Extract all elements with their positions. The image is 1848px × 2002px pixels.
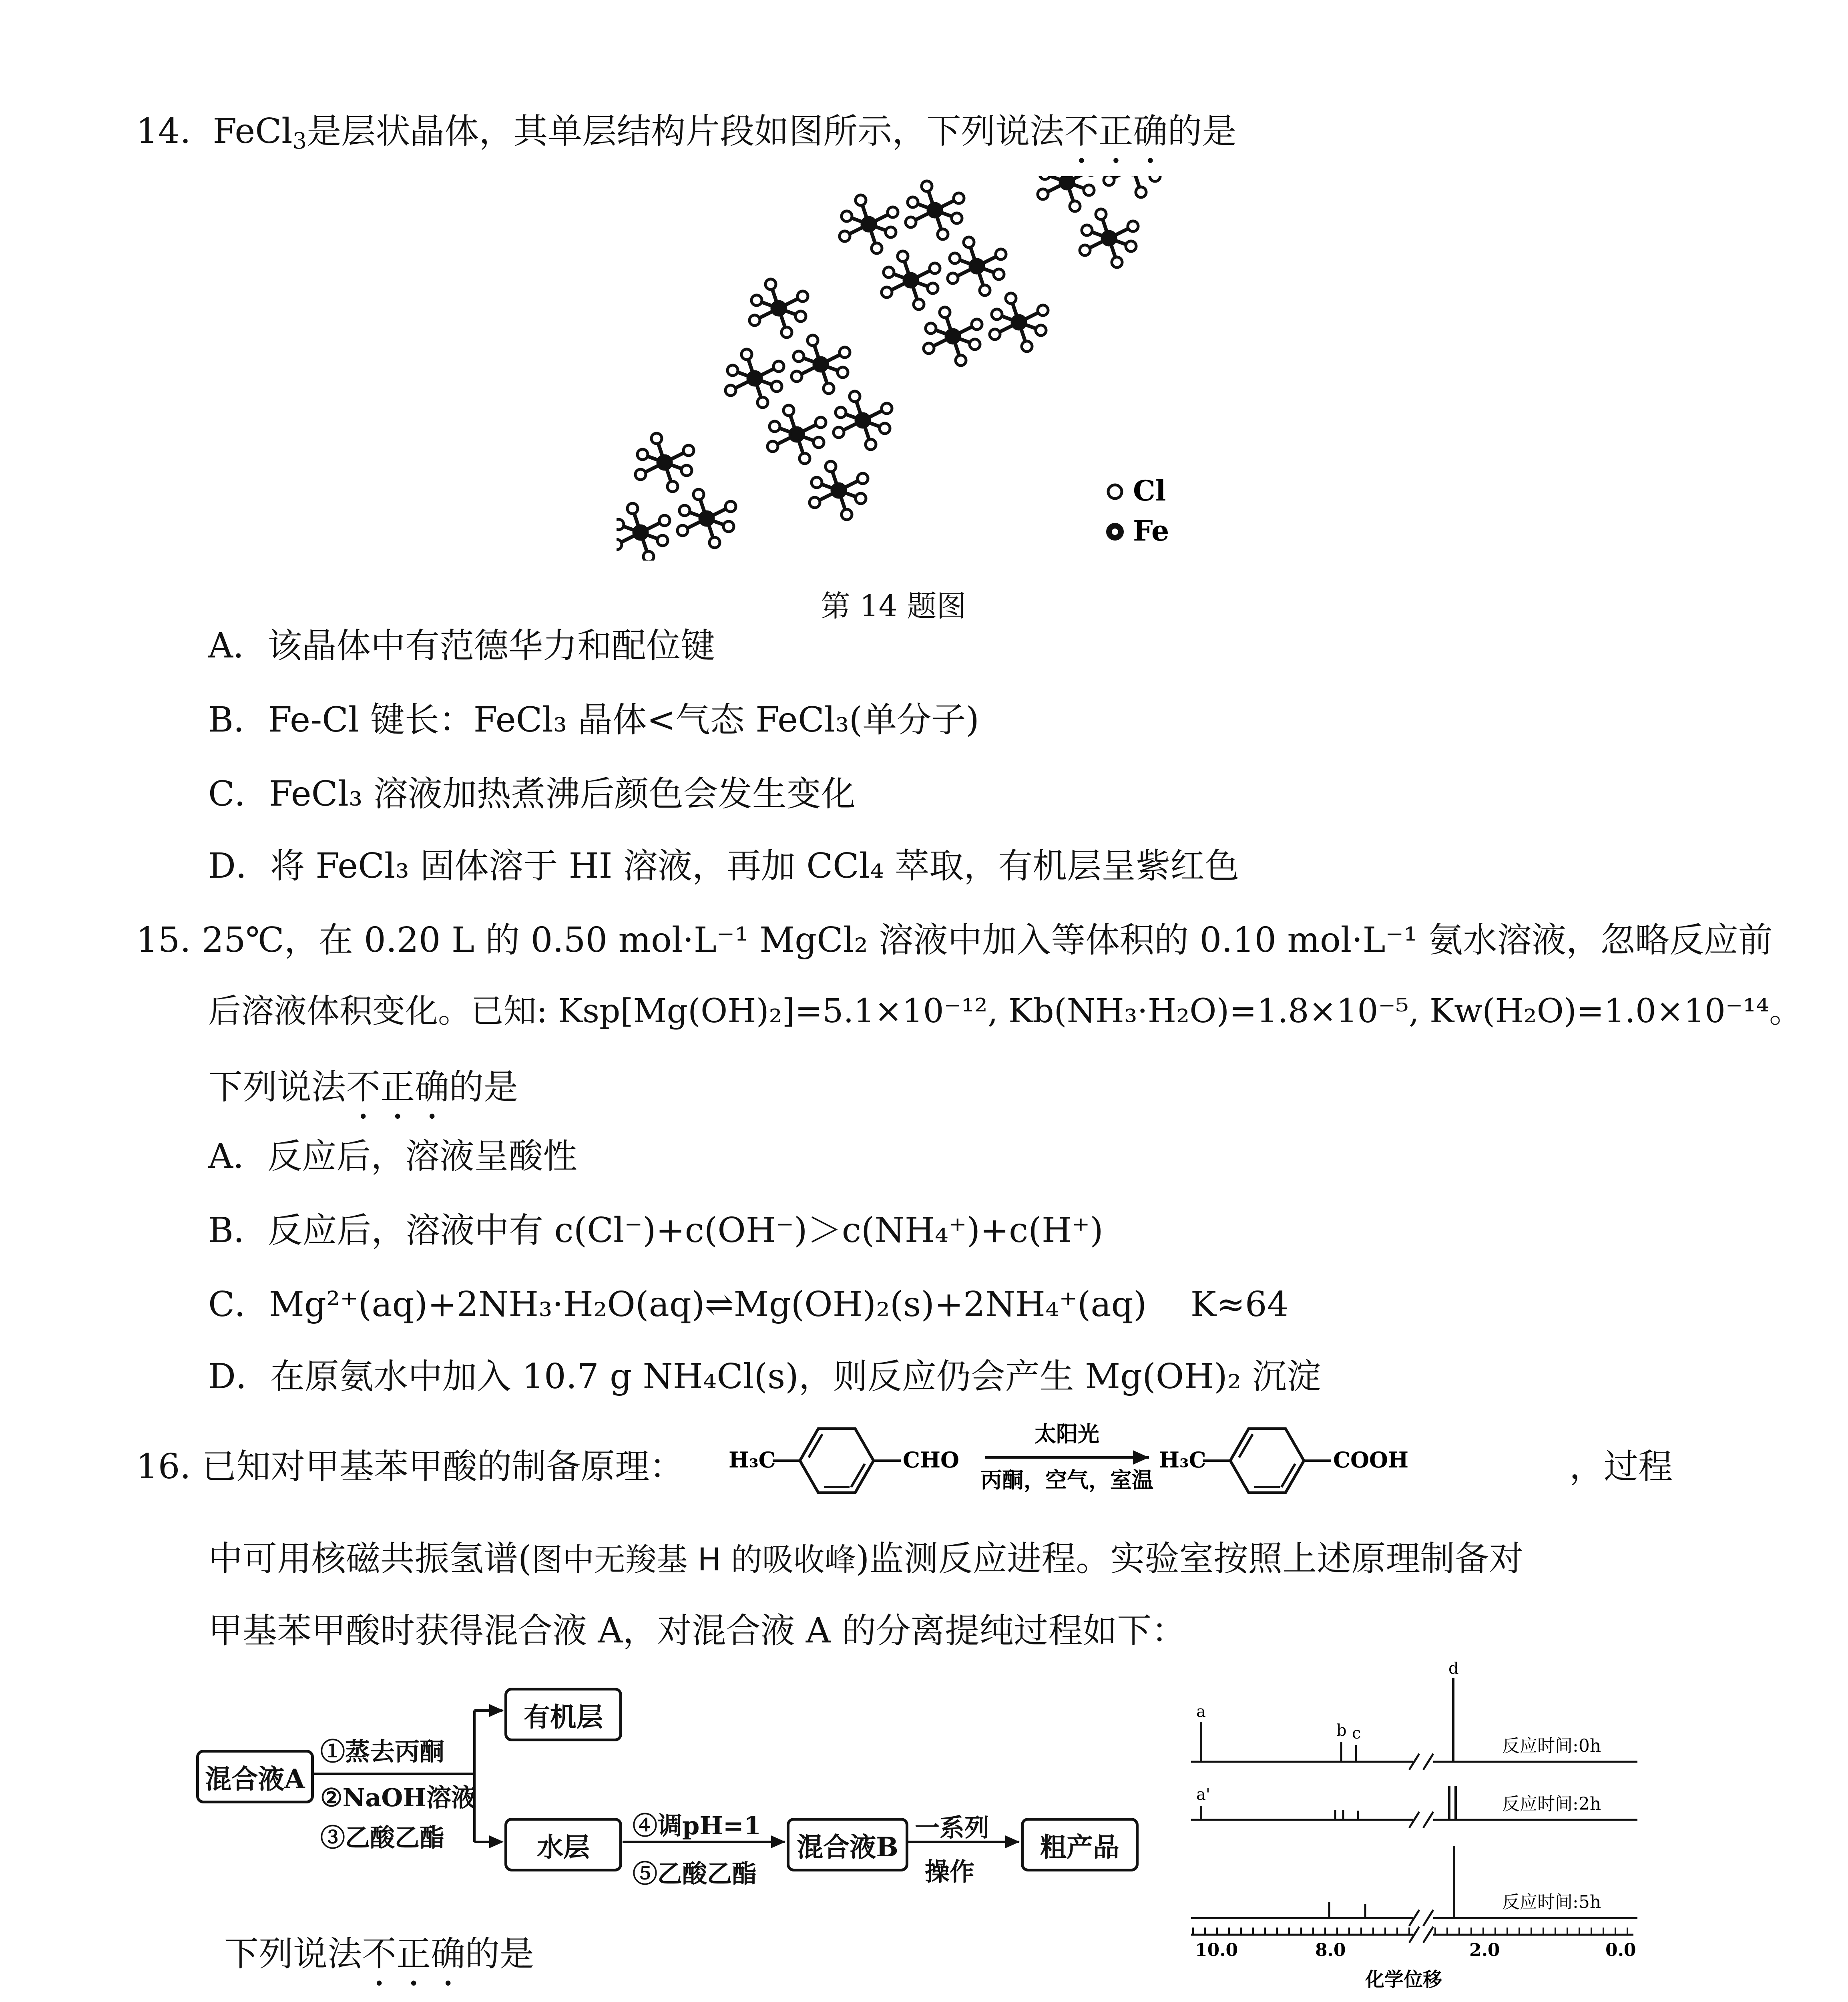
peak-a-label: a	[1196, 1703, 1206, 1721]
q16-stem-line2: 中可用核磁共振氢谱(图中无羧基 H 的吸收峰)监测反应进程。实验室按照上述原理制备对	[208, 1539, 1524, 1579]
q15-option-b[interactable]: B．反应后，溶液中有 c(Cl⁻)+c(OH⁻)＞c(NH₄⁺)+c(H⁺)	[208, 1210, 1103, 1250]
q16-stem-intro: 16. 已知对甲基苯甲酸的制备原理：	[136, 1447, 684, 1487]
q16-emphasis: 不正确	[362, 1934, 465, 1974]
q16-prompt: 下列说法不正确的是	[224, 1934, 534, 1974]
condition-solvent: 丙酮，空气，室温	[980, 1467, 1153, 1493]
product-acid-label: COOH	[1333, 1447, 1409, 1473]
flow-step-2: ②NaOH溶液	[320, 1783, 476, 1812]
flow-step-3: ③乙酸乙酯	[320, 1823, 445, 1852]
q14-number: 14.	[136, 111, 191, 151]
nmr-time-5h: 反应时间:5h	[1502, 1892, 1601, 1912]
q16-stem-tail: ，过程	[1569, 1447, 1673, 1487]
peak-b-label: b	[1336, 1721, 1347, 1740]
nmr-tick-label: 2.0	[1469, 1940, 1500, 1960]
q14-option-c[interactable]: C．FeCl₃ 溶液加热煮沸后颜色会发生变化	[208, 774, 856, 814]
q15-stem-line1: 15. 25℃，在 0.20 L 的 0.50 mol·L⁻¹ MgCl₂ 溶液中加入等体积的 0.10 mol·L⁻¹ 氨水溶液，忽略反应前	[136, 920, 1773, 960]
q15-option-c[interactable]: C．Mg²⁺(aq)+2NH₃·H₂O(aq)⇌Mg(OH)₂(s)+2NH₄⁺(aq) K≈64	[208, 1284, 1289, 1325]
q16-stem-line3: 甲基苯甲酸时获得混合液 A，对混合液 A 的分离提纯过程如下：	[208, 1611, 1186, 1651]
peak-d-label: d	[1448, 1662, 1459, 1678]
flow-mixture-b: 混合液B	[787, 1818, 908, 1871]
nmr-tick-label: 0.0	[1605, 1940, 1636, 1960]
q15-stem-line3: 下列说法不正确的是	[208, 1067, 518, 1107]
flow-water-layer: 水层	[504, 1818, 622, 1871]
nmr-spectrum-5h	[1191, 1846, 1637, 1918]
reactant-aldehyde-label: CHO	[903, 1447, 960, 1473]
q16-number: 16.	[136, 1447, 191, 1487]
flow-step-5: ⑤乙酸乙酯	[633, 1859, 757, 1888]
fe-legend-label: Fe	[1133, 514, 1169, 547]
peak-a-prime-label: a'	[1196, 1785, 1210, 1804]
cl-legend-label: Cl	[1133, 474, 1166, 507]
q14-option-d[interactable]: D．将 FeCl₃ 固体溶于 HI 溶液，再加 CCl₄ 萃取，有机层呈紫红色	[208, 846, 1239, 886]
nmr-tick-label: 10.0	[1195, 1940, 1238, 1960]
q15-emphasis: 不正确	[346, 1067, 449, 1107]
q14-stem: 14. FeCl$_3$是层状晶体，其单层结构片段如图所示，下列说法不正确的是	[136, 111, 1237, 154]
nmr-tick-label: 8.0	[1315, 1940, 1346, 1960]
product-methyl-label: H₃C	[1159, 1447, 1206, 1473]
flow-step-1: ①蒸去丙酮	[320, 1737, 445, 1766]
flow-step-4: ④调pH=1	[633, 1811, 761, 1840]
q14-option-a[interactable]: A．该晶体中有范德华力和配位键	[208, 626, 715, 666]
flow-step-6-line2: 操作	[925, 1857, 975, 1886]
nmr-time-2h: 反应时间:2h	[1502, 1794, 1601, 1814]
q15-stem-line2: 后溶液体积变化。已知: Ksp[Mg(OH)₂]=5.1×10⁻¹², Kb(NH₃·H₂O)=1.8×10⁻⁵, Kw(H₂O)=1.0×10⁻¹⁴。	[208, 992, 1802, 1030]
q14-option-b[interactable]: B．Fe-Cl 键长：FeCl₃ 晶体<气态 FeCl₃(单分子)	[208, 700, 979, 740]
peak-c-label: c	[1352, 1724, 1361, 1743]
nmr-spectra-figure	[1177, 1662, 1657, 2002]
flow-step-6-line1: 一系列	[915, 1813, 990, 1842]
q14-emphasis: 不正确	[1064, 111, 1168, 151]
condition-sunlight: 太阳光	[1034, 1421, 1099, 1447]
q15-option-a[interactable]: A．反应后，溶液呈酸性	[208, 1136, 578, 1176]
flow-crude-product: 粗产品	[1021, 1818, 1139, 1871]
reactant-methyl-label: H₃C	[729, 1447, 776, 1473]
q15-option-d[interactable]: D．在原氨水中加入 10.7 g NH₄Cl(s)，则反应仍会产生 Mg(OH)₂ 沉淀	[208, 1357, 1321, 1397]
nmr-spectrum-0h	[1191, 1662, 1637, 1762]
nmr-time-0h: 反应时间:0h	[1502, 1736, 1601, 1756]
q14-figure-caption: 第 14 题图	[821, 589, 966, 623]
flow-organic-layer: 有机层	[504, 1688, 622, 1741]
q15-number: 15.	[136, 920, 191, 960]
nmr-spectrum-2h	[1191, 1785, 1637, 1820]
flow-mixture-a: 混合液A	[196, 1750, 314, 1803]
nmr-x-axis-label: 化学位移	[1365, 1968, 1442, 1991]
axis-break-marks	[1409, 1754, 1433, 1943]
